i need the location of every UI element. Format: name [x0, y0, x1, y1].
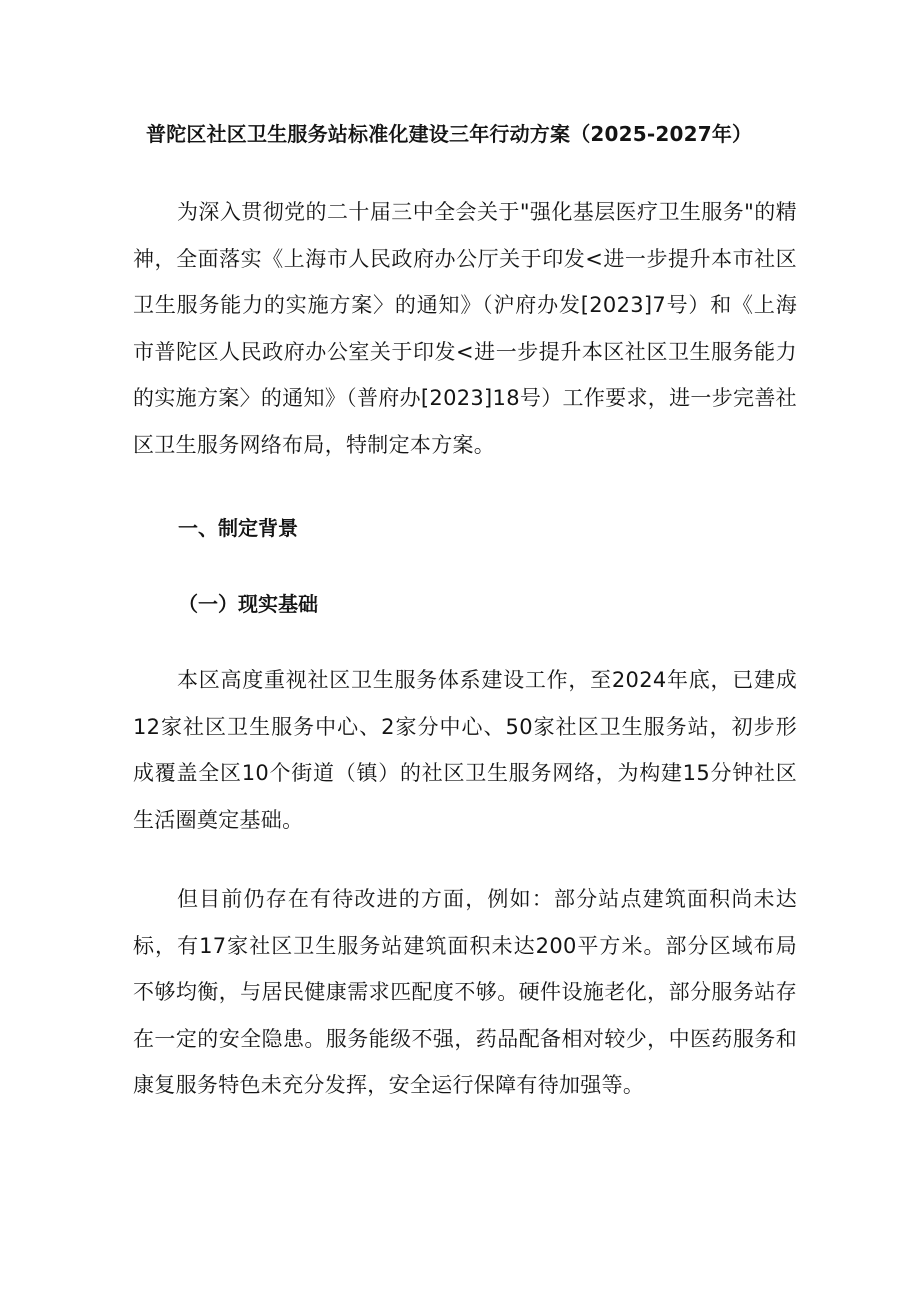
- document-title: 普陀区社区卫生服务站标准化建设三年行动方案（2025-2027年）: [146, 122, 753, 146]
- section-heading-background: 一、制定背景: [178, 516, 298, 540]
- subsection-heading-basis: （一）现实基础: [178, 592, 318, 616]
- basis-paragraph: 本区高度重视社区卫生服务体系建设工作，至2024年底，已建成12家社区卫生服务中心、2家分中心、50家社区卫生服务站，初步形成覆盖全区10个街道（镇）的社区卫生服务网络，为构建15分钟社区生活圈奠定基础。: [133, 668, 797, 832]
- issues-paragraph: 但目前仍存在有待改进的方面，例如：部分站点建筑面积尚未达标，有17家社区卫生服务站建筑面积未达200平方米。部分区域布局不够均衡，与居民健康需求匹配度不够。硬件设施老化，部分服务站存在一定的安全隐患。服务能级不强，药品配备相对较少，中医药服务和康复服务特色未充分发挥，安全运行保障有待加强等。: [133, 887, 797, 1098]
- intro-paragraph: 为深入贯彻党的二十届三中全会关于"强化基层医疗卫生服务"的精神，全面落实《上海市人民政府办公厅关于印发<进一步提升本市社区卫生服务能力的实施方案〉的通知》（沪府办发[2023]7号）和《上海市普陀区人民政府办公室关于印发<进一步提升本区社区卫生服务能力的实施方案〉的通知》（普府办[2023]18号）工作要求，进一步完善社区卫生服务网络布局，特制定本方案。: [133, 200, 797, 457]
